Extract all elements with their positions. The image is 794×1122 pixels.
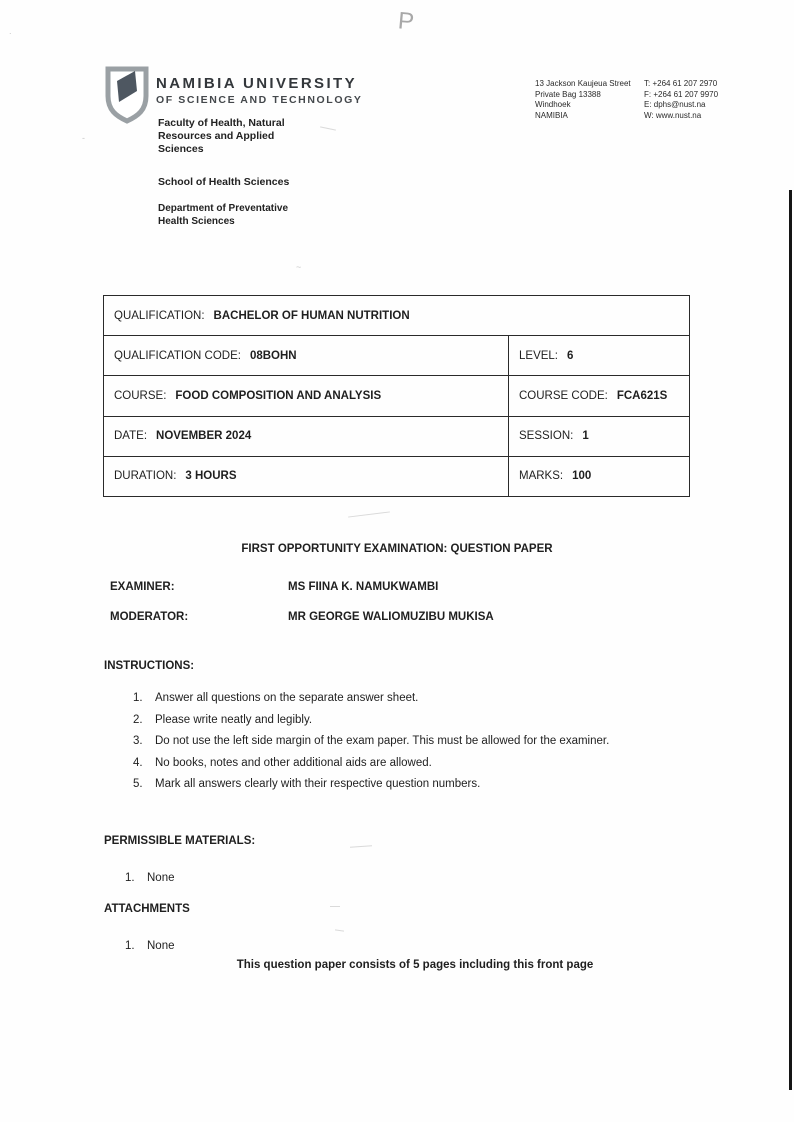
- attachments-list: [125, 936, 425, 958]
- department-name: Department of Preventative Health Sciences: [158, 203, 289, 227]
- scan-speck: ~: [296, 262, 302, 272]
- examiner-row: [0, 581, 794, 597]
- scan-speck: -: [82, 133, 85, 143]
- course-code-label: COURSE CODE:: [519, 389, 608, 402]
- table-row: [104, 375, 689, 415]
- instruction-item: Mark all answers clearly with their respective question numbers.: [155, 778, 481, 790]
- instructions-heading: INSTRUCTIONS:: [104, 660, 195, 672]
- contact-line: E: dphs@nust.na: [644, 100, 706, 109]
- table-row: [104, 335, 689, 375]
- scan-smudge: [330, 906, 340, 907]
- moderator-label: MODERATOR:: [110, 611, 189, 623]
- examiner-label: EXAMINER:: [110, 581, 175, 593]
- qualification-label: QUALIFICATION:: [114, 309, 205, 322]
- scan-smudge: [350, 845, 372, 848]
- attachments-heading: ATTACHMENTS: [104, 903, 190, 915]
- moderator-row: [0, 611, 794, 627]
- course-label: COURSE:: [114, 389, 167, 402]
- address-line: Windhoek: [535, 100, 571, 109]
- examiner-name: MS FIINA K. NAMUKWAMBI: [288, 581, 439, 593]
- date-value: NOVEMBER 2024: [156, 430, 252, 443]
- attachment-item: None: [147, 940, 175, 952]
- course-code-value: FCA621S: [616, 389, 668, 402]
- session-value: 1: [582, 430, 589, 443]
- page-count-note: This question paper consists of 5 pages including this front page: [236, 959, 594, 971]
- moderator-name: MR GEORGE WALIOMUZIBU MUKISA: [288, 611, 494, 623]
- table-row: [104, 416, 689, 456]
- table-row: [104, 296, 689, 335]
- permissible-materials-list: [125, 868, 425, 890]
- course-info-table: [103, 295, 690, 497]
- date-label: DATE:: [114, 430, 148, 443]
- scan-edge-line: [789, 190, 792, 1090]
- course-cell: [104, 376, 508, 415]
- qualification-code-cell: [104, 336, 508, 375]
- duration-cell: [104, 457, 508, 496]
- handwritten-p-mark: P: [396, 7, 416, 36]
- contact-line: T: +264 61 207 2970: [644, 79, 718, 88]
- level-value: 6: [567, 349, 574, 362]
- instructions-list: [133, 688, 689, 796]
- table-row: [104, 456, 689, 496]
- duration-value: 3 HOURS: [185, 470, 237, 483]
- school-name: School of Health Sciences: [158, 176, 290, 188]
- address-line: 13 Jackson Kaujeua Street: [535, 79, 631, 88]
- university-name-line2: OF SCIENCE AND TECHNOLOGY: [156, 94, 363, 106]
- instruction-item: Do not use the left side margin of the exam paper. This must be allowed for the examiner.: [155, 735, 610, 747]
- marks-cell: [508, 457, 689, 496]
- course-value: FOOD COMPOSITION AND ANALYSIS: [175, 389, 382, 402]
- course-code-cell: [508, 376, 689, 415]
- instruction-item: Please write neatly and legibly.: [155, 713, 313, 726]
- marks-label: MARKS:: [519, 470, 564, 483]
- permissible-material-item: None: [147, 872, 175, 884]
- session-label: SESSION:: [519, 430, 574, 443]
- contact-block: [644, 79, 718, 121]
- marks-value: 100: [572, 470, 592, 483]
- duration-label: DURATION:: [114, 470, 177, 483]
- qualification-cell: [104, 296, 689, 335]
- nust-shield-logo-icon: [104, 66, 150, 124]
- level-cell: [508, 336, 689, 375]
- address-line: Private Bag 13388: [535, 89, 601, 99]
- university-name: NAMIBIA UNIVERSITY: [156, 75, 357, 92]
- level-label: LEVEL:: [519, 349, 558, 362]
- permissible-materials-heading: PERMISSIBLE MATERIALS:: [104, 835, 256, 847]
- qualification-code-label: QUALIFICATION CODE:: [114, 349, 241, 362]
- instruction-item: No books, notes and other additional aids are allowed.: [155, 756, 432, 769]
- exam-title: FIRST OPPORTUNITY EXAMINATION: QUESTION PAPER: [241, 543, 553, 555]
- contact-line: W: www.nust.na: [644, 110, 702, 120]
- scan-smudge: [335, 929, 344, 931]
- scan-speck: .: [9, 26, 12, 36]
- qualification-code-value: 08BOHN: [249, 349, 297, 362]
- scan-smudge: [320, 126, 336, 130]
- scan-smudge: [348, 511, 390, 517]
- date-cell: [104, 417, 508, 456]
- contact-line: F: +264 61 207 9970: [644, 89, 719, 99]
- address-block: [535, 79, 631, 121]
- instruction-item: Answer all questions on the separate answer sheet.: [155, 692, 419, 704]
- session-cell: [508, 417, 689, 456]
- qualification-value: BACHELOR OF HUMAN NUTRITION: [213, 309, 410, 322]
- address-line: NAMIBIA: [535, 110, 568, 120]
- faculty-name: Faculty of Health, Natural Resources and Applied Sciences: [158, 117, 285, 155]
